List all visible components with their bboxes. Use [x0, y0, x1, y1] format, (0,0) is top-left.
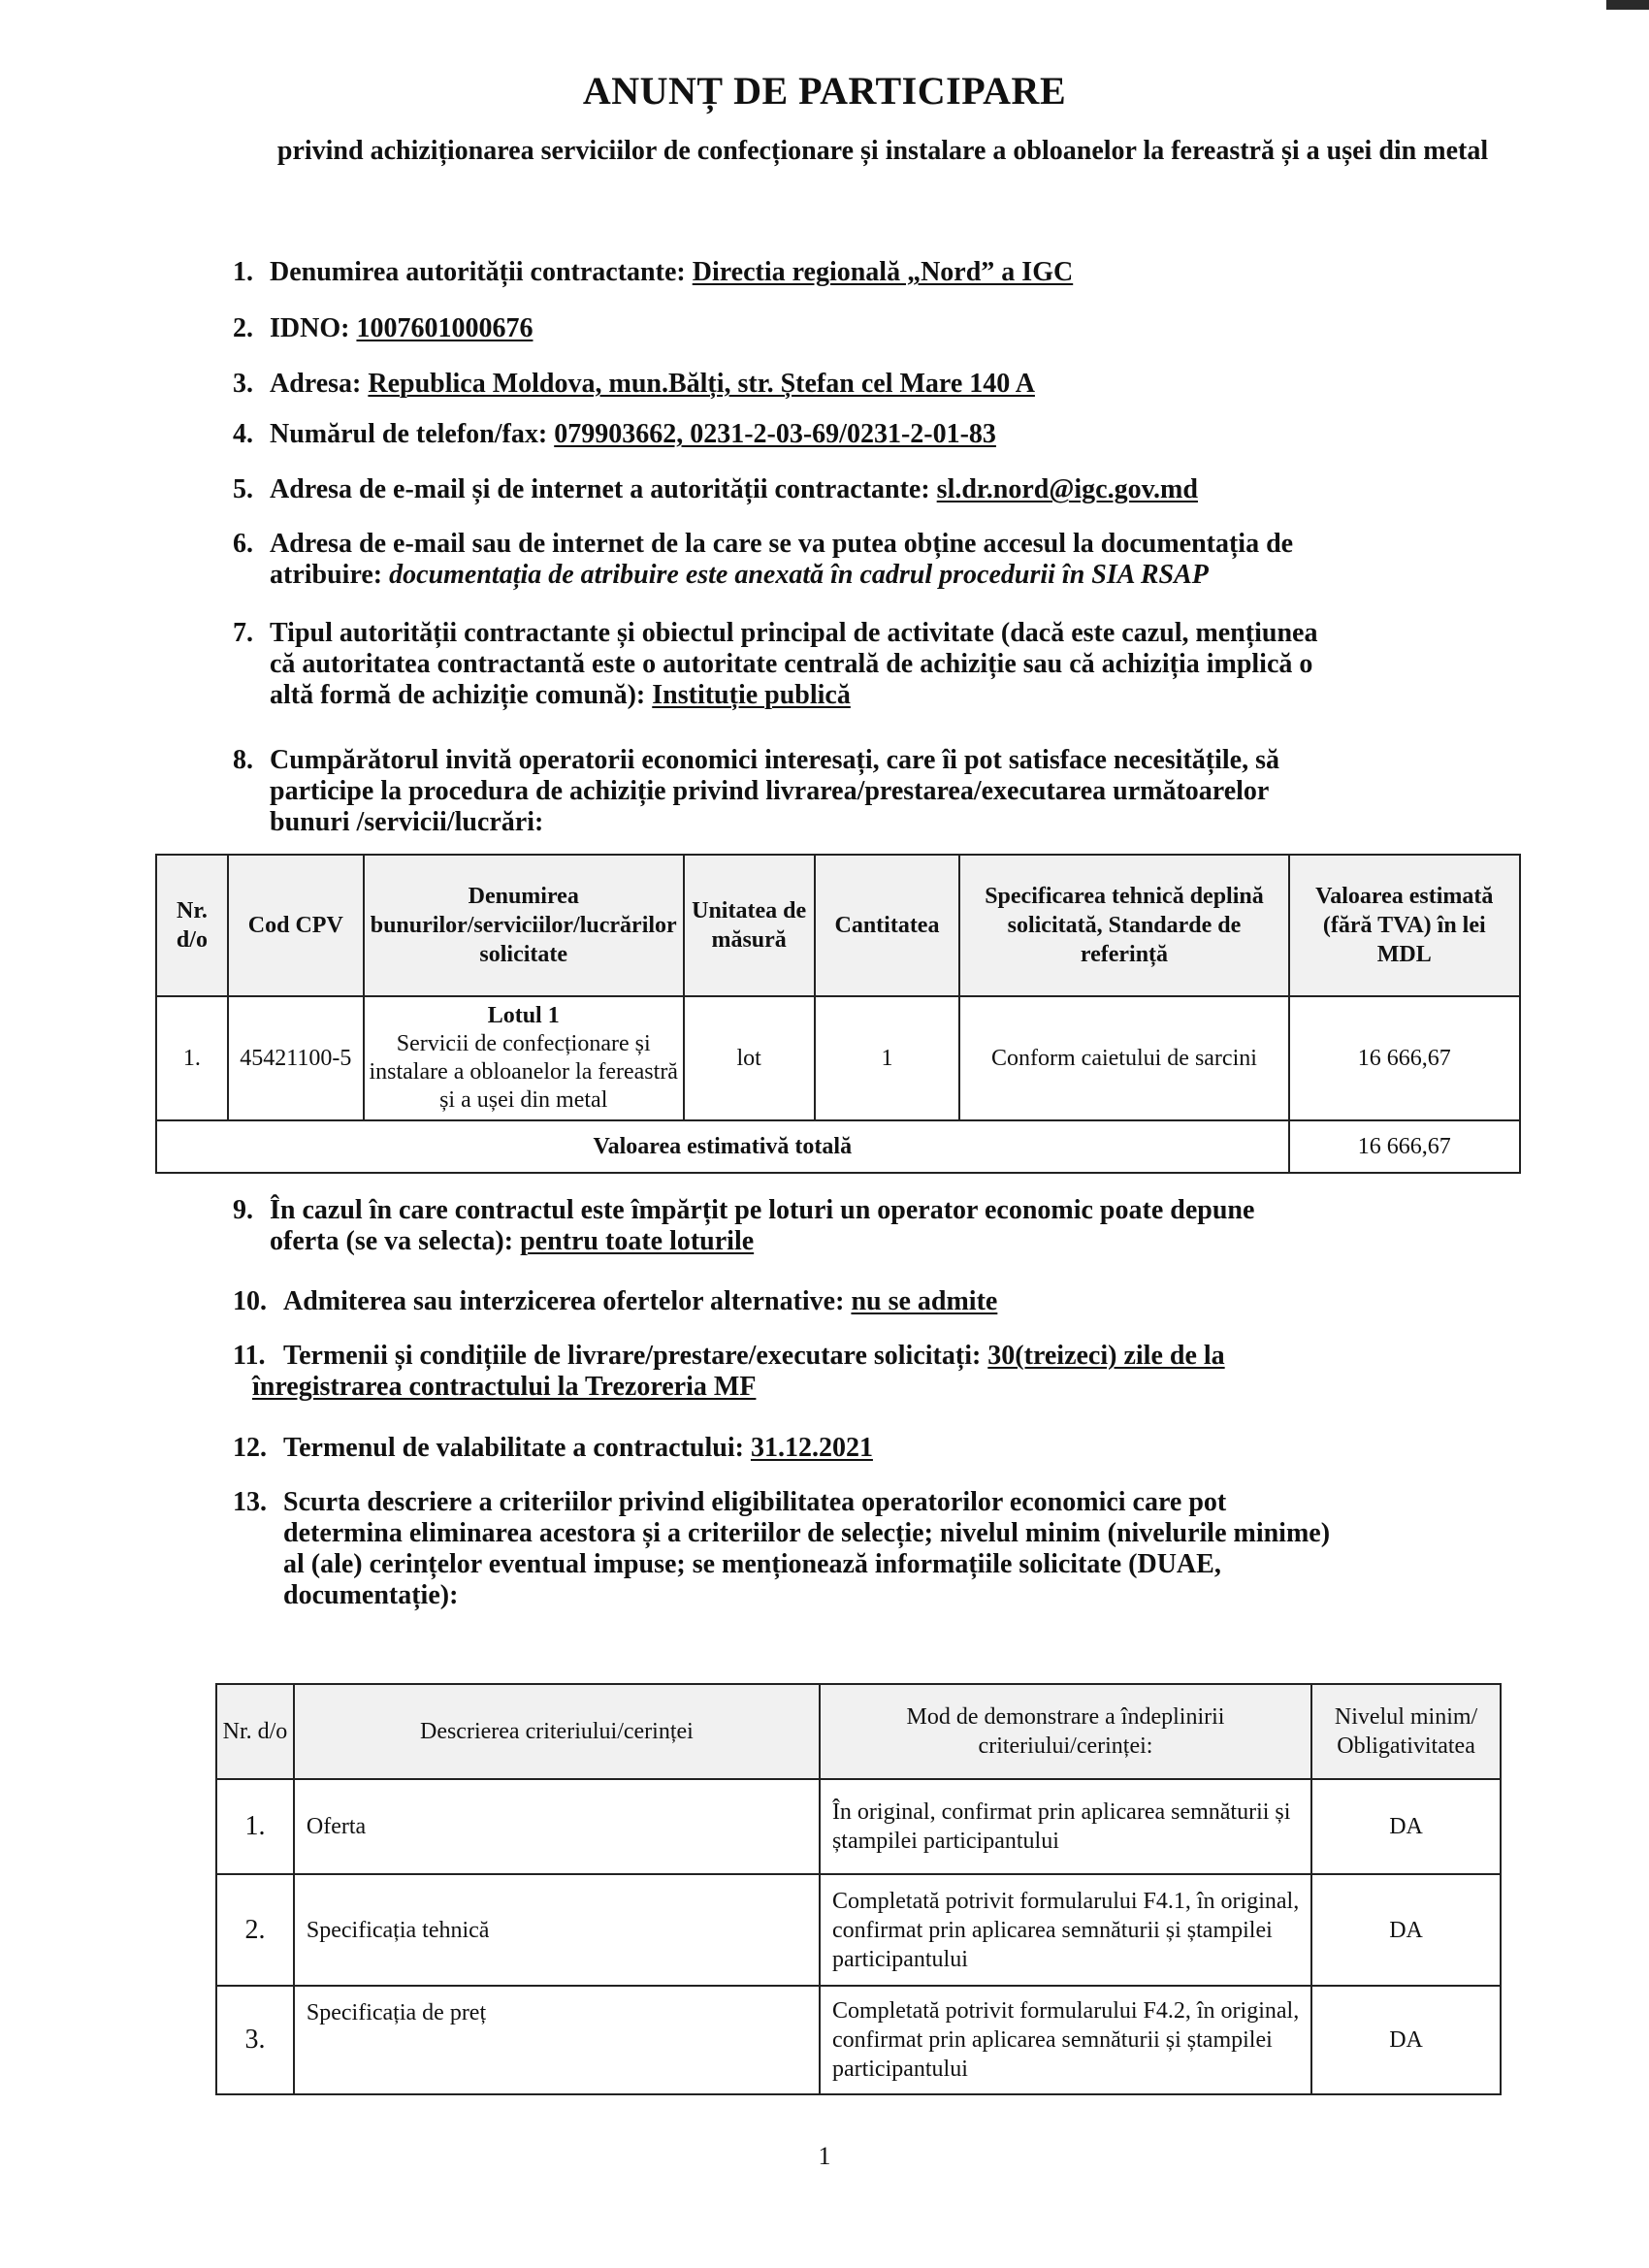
item-idno: [233, 313, 1552, 344]
table-total-row: [156, 1120, 1520, 1173]
item-eligibility-criteria: [233, 1487, 1552, 1611]
item-phone-fax: [233, 419, 1552, 450]
cell-quantity: 1: [815, 996, 960, 1120]
cell-level: DA: [1311, 1986, 1501, 2094]
item-number: 3.: [233, 369, 253, 399]
item-label: atribuire:: [270, 560, 390, 590]
table-row: [216, 1986, 1501, 2094]
cell-level: DA: [1311, 1874, 1501, 1986]
table-row: [216, 1874, 1501, 1986]
item-label: Cumpărătorul invită operatorii economici interesați, care îi pot satisface necesitățile, să: [270, 745, 1279, 775]
item-documentation-access: [233, 529, 1552, 591]
header-nr: Nr. d/o: [156, 855, 228, 996]
item-number: 1.: [233, 257, 253, 287]
item-invitation: [233, 745, 1552, 838]
item-number: 6.: [233, 529, 253, 559]
table-header-row: [216, 1684, 1501, 1779]
table-header-row: [156, 855, 1520, 996]
header-level: Nivelul minim/ Obligativitatea: [1311, 1684, 1501, 1779]
cell-description: Specificația de preț: [294, 1986, 820, 2094]
table-row: [216, 1779, 1501, 1874]
item-value: documentația de atribuire este anexată în cadrul procedurii în SIA RSAP: [389, 560, 1209, 590]
total-value: 16 666,67: [1289, 1120, 1520, 1173]
cell-value: 16 666,67: [1289, 996, 1520, 1120]
email-link[interactable]: sl.dr.nord@igc.gov.md: [936, 474, 1198, 504]
header-unit: Unitatea de măsură: [684, 855, 815, 996]
item-label: altă formă de achiziție comună):: [270, 680, 653, 710]
cell-cpv: 45421100-5: [228, 996, 364, 1120]
header-demonstration: Mod de demonstrare a îndeplinirii criteriului/cerinței:: [820, 1684, 1311, 1779]
item-label: Tipul autorității contractante și obiectul principal de activitate (dacă este cazul, mențiunea: [270, 618, 1318, 648]
lot-title: Lotul 1: [487, 1003, 560, 1028]
item-label: Numărul de telefon/fax:: [270, 419, 555, 449]
item-value: Directia regională „Nord” a IGC: [692, 257, 1074, 287]
item-number: 13.: [233, 1487, 267, 1517]
item-label: determina eliminarea acestora și a criteriilor de selecție; nivelul minim (nivelurile minime): [283, 1518, 1331, 1548]
item-label: oferta (se va selecta):: [270, 1226, 521, 1256]
item-value: pentru toate loturile: [520, 1226, 755, 1256]
header-description: Descrierea criteriului/cerinței: [294, 1684, 820, 1779]
item-number: 12.: [233, 1433, 267, 1463]
item-label: Adresa:: [270, 369, 369, 399]
cell-demonstration: În original, confirmat prin aplicarea semnăturii și ștampilei participantului: [820, 1779, 1311, 1874]
cell-demonstration: Completată potrivit formularului F4.1, în original, confirmat prin aplicarea semnăturii și ștampilei participantului: [820, 1874, 1311, 1986]
cell-demonstration: Completată potrivit formularului F4.2, în original, confirmat prin aplicarea semnăturii și ștampilei participantului: [820, 1986, 1311, 2094]
item-label: Scurta descriere a criteriilor privind eligibilitatea operatorilor economici care pot: [283, 1487, 1227, 1517]
item-label: Admiterea sau interzicerea ofertelor alternative:: [283, 1286, 852, 1316]
lot-description: Servicii de confecționare și instalare a obloanelor la fereastră și a ușei din metal: [369, 1031, 678, 1113]
scan-edge-mark: [1606, 0, 1649, 10]
cell-nr: 1.: [216, 1779, 294, 1874]
cell-level: DA: [1311, 1779, 1501, 1874]
item-value: înregistrarea contractului la Trezoreria MF: [252, 1372, 757, 1402]
item-label: Termenul de valabilitate a contractului:: [283, 1433, 751, 1463]
item-label: participe la procedura de achiziție privind livrarea/prestarea/executarea următoarelor: [270, 776, 1270, 806]
item-number: 5.: [233, 474, 253, 504]
item-authority-name: [233, 257, 1552, 288]
item-email: [233, 474, 1552, 505]
item-label: că autoritatea contractantă este o autoritate centrală de achiziție sau că achiziția implică o: [270, 649, 1313, 679]
item-contract-validity: [233, 1433, 1552, 1464]
item-value: 079903662, 0231-2-03-69/0231-2-01-83: [554, 419, 996, 449]
item-number: 7.: [233, 618, 253, 648]
item-value: 30(treizeci) zile de la: [987, 1341, 1225, 1371]
item-value: nu se admite: [851, 1286, 998, 1316]
item-value: Republica Moldova, mun.Bălți, str. Ștefan cel Mare 140 A: [368, 369, 1035, 399]
item-label: documentație):: [283, 1580, 459, 1610]
cell-description: Specificația tehnică: [294, 1874, 820, 1986]
item-number: 4.: [233, 419, 253, 449]
item-value: Instituție publică: [652, 680, 851, 710]
cell-nr: 2.: [216, 1874, 294, 1986]
item-number: 9.: [233, 1195, 253, 1225]
header-nr: Nr. d/o: [216, 1684, 294, 1779]
item-label: al (ale) cerințelor eventual impuse; se menționează informațiile solicitate (DUAE,: [283, 1549, 1221, 1579]
document-subtitle: privind achiziționarea serviciilor de confecționare și instalare a obloanelor la fereastră și a ușei din metal: [276, 136, 1489, 166]
item-label: În cazul în care contractul este împărțit pe loturi un operator economic poate depune: [270, 1195, 1255, 1225]
table-row: [156, 996, 1520, 1120]
item-label: bunuri /servicii/lucrări:: [270, 807, 544, 837]
item-label: IDNO:: [270, 313, 357, 343]
lots-table: [155, 854, 1521, 1174]
item-label: Denumirea autorității contractante:: [270, 257, 693, 287]
item-number: 10.: [233, 1286, 267, 1316]
item-authority-type: [233, 618, 1552, 711]
criteria-table: [215, 1683, 1502, 2095]
header-cpv: Cod CPV: [228, 855, 364, 996]
header-value: Valoarea estimată (fără TVA) în lei MDL: [1289, 855, 1520, 996]
cell-name: [364, 996, 684, 1120]
cell-nr: 3.: [216, 1986, 294, 2094]
header-name: Denumirea bunurilor/serviciilor/lucrărilor solicitate: [364, 855, 684, 996]
cell-description: Oferta: [294, 1779, 820, 1874]
item-label: Adresa de e-mail sau de internet de la care se va putea obține accesul la documentația de: [270, 529, 1294, 559]
item-delivery-terms: [233, 1341, 1552, 1403]
item-label: Termenii și condițiile de livrare/prestare/executare solicitați:: [283, 1341, 988, 1371]
item-lots-offer: [233, 1195, 1552, 1257]
cell-unit: lot: [684, 996, 815, 1120]
header-quantity: Cantitatea: [815, 855, 960, 996]
total-label: Valoarea estimativă totală: [156, 1120, 1289, 1173]
item-number: 11.: [233, 1341, 266, 1371]
item-address: [233, 369, 1552, 400]
document-title: ANUNȚ DE PARTICIPARE: [582, 69, 1067, 113]
page-number: 1: [818, 2142, 831, 2170]
item-number: 2.: [233, 313, 253, 343]
item-label: Adresa de e-mail și de internet a autorității contractante:: [270, 474, 937, 504]
cell-nr: 1.: [156, 996, 228, 1120]
item-alternative-offers: [233, 1286, 1552, 1317]
header-specification: Specificarea tehnică deplină solicitată, Standarde de referință: [959, 855, 1288, 996]
item-value: 1007601000676: [356, 313, 534, 343]
item-value: 31.12.2021: [750, 1433, 873, 1463]
cell-specification: Conform caietului de sarcini: [959, 996, 1288, 1120]
item-number: 8.: [233, 745, 253, 775]
